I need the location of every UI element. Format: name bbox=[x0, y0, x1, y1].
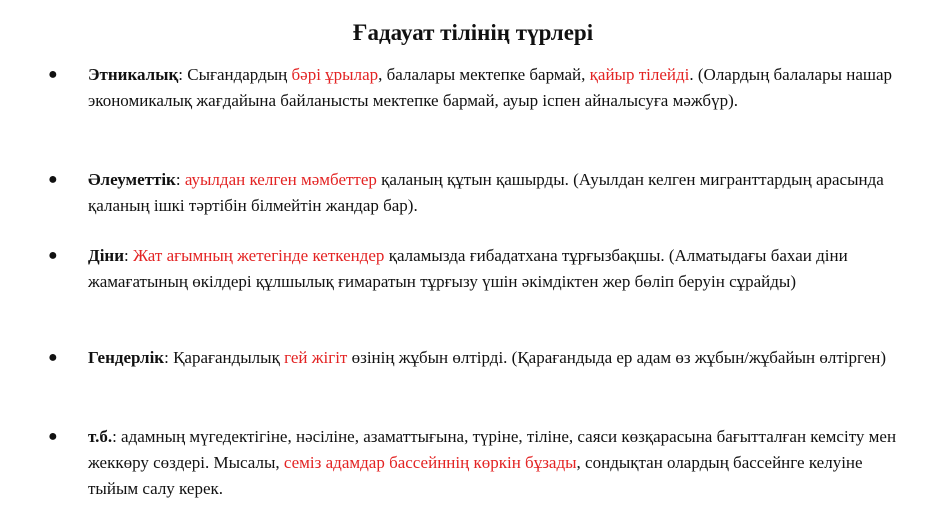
item-segment: : Сығандардың bbox=[178, 65, 292, 84]
highlighted-phrase: семіз адамдар бассейннің көркін бұзады bbox=[283, 453, 577, 472]
list-item-religious bbox=[48, 243, 908, 295]
item-term: т.б. bbox=[88, 427, 113, 446]
bullet-icon: ● bbox=[48, 428, 58, 445]
bullet-icon: ● bbox=[48, 247, 58, 264]
item-segment: : bbox=[124, 246, 133, 265]
item-text bbox=[88, 62, 908, 114]
item-segment: қаламызда ғибадатхана тұрғызбақшы. (Алматыдағы бахаи діни жамағатының өкілдері құлшылық ғимаратын тұрғызу үшін әкімдіктен жер бөліп беруін сұрайды) bbox=[88, 246, 848, 291]
highlighted-phrase: ауылдан келген мәмбеттер bbox=[184, 170, 377, 189]
item-term: Гендерлік bbox=[88, 348, 165, 367]
list-item-social bbox=[48, 167, 908, 219]
bullet-icon: ● bbox=[48, 171, 58, 188]
item-segment: қаланың құтын қашырды. (Ауылдан келген мигранттардың арасында қаланың ішкі тәртібін білмейтін жандар бар). bbox=[88, 170, 884, 215]
list-item-other bbox=[48, 424, 908, 502]
item-term: Әлеуметтік bbox=[88, 170, 176, 189]
item-segment: өзінің жұбын өлтірді. (Қарағандыда ер адам өз жұбын/жұбайын өлтірген) bbox=[347, 348, 887, 367]
item-term: Этникалық bbox=[88, 65, 179, 84]
bullet-icon: ● bbox=[48, 66, 58, 83]
highlighted-phrase: гей жігіт bbox=[284, 348, 348, 367]
highlighted-phrase: қайыр тілейді bbox=[589, 65, 690, 84]
list-item-ethnic bbox=[48, 62, 908, 114]
item-term: Діни bbox=[88, 246, 125, 265]
item-segment: : bbox=[175, 170, 185, 189]
item-segment: : адамның мүгедектігіне, нәсіліне, азаматтығына, түріне, тіліне, саяси көзқарасына бағытталған кемсіту мен жеккөру сөздері. Мысалы, bbox=[88, 427, 897, 472]
item-text bbox=[88, 243, 908, 295]
page-title: Ғадауат тілінің түрлері bbox=[352, 20, 594, 45]
highlighted-phrase: бәрі ұрылар bbox=[291, 65, 379, 84]
item-segment: . (Олардың балалары нашар экономикалық жағдайына байланысты мектепке бармай, ауыр іспен айналысуға мәжбүр). bbox=[88, 65, 893, 110]
highlighted-phrase: Жат ағымның жетегінде кеткендер bbox=[133, 246, 385, 265]
item-text bbox=[88, 345, 908, 371]
bullet-icon: ● bbox=[48, 349, 58, 366]
item-segment: : Қарағандылық bbox=[164, 348, 285, 367]
item-text bbox=[88, 424, 908, 502]
list-item-gender bbox=[48, 345, 908, 371]
item-segment: , сондықтан олардың бассейнге келуіне тыйым салу керек. bbox=[88, 453, 863, 498]
item-segment: , балалары мектепке бармай, bbox=[378, 65, 590, 84]
item-text bbox=[88, 167, 908, 219]
